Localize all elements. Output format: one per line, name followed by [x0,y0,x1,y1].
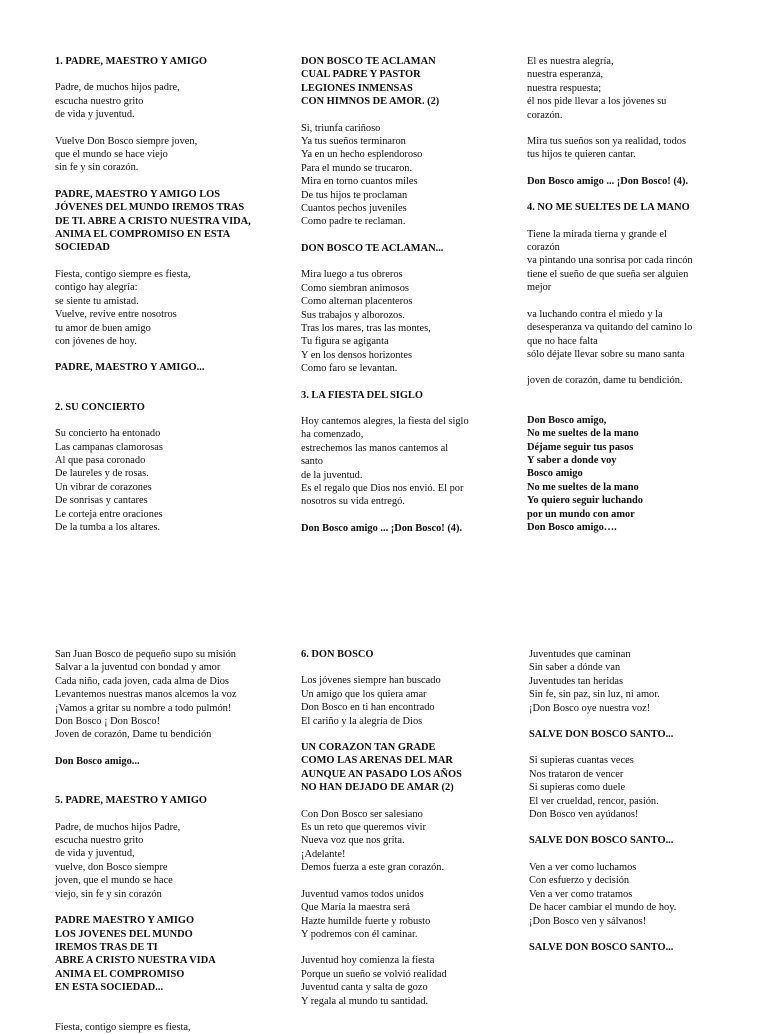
song-1-chorus-repeat: PADRE, MAESTRO Y AMIGO... [55,362,205,374]
song-4-verse-4: San Juan Bosco de pequeño supo su misión Salvar a la juventud con bondad y amor Cada niño, cada joven, cada alma de Dios Levantemos nuestras manos alcemos la voz ¡Vamos a gritar su nombre a todo pulmón! Don Bosco ¡ Don Bosco! Joven de corazón, Dame tu bendición [55,649,237,741]
song-4-verse-2: va luchando contra el miedo y la desesperanza va quitando del camino lo que no hace falta sólo déjate llevar sobre su mano santa [527,308,693,360]
page2-column-3 [529,648,757,954]
song-3-title: 3. LA FIESTA DEL SIGLO [301,389,423,401]
song-4-verse-3: joven de corazón, dame tu bendición. [527,375,683,387]
song-1-verse-1: Padre, de muchos hijos padre, escucha nuestro grito de vida y juventud. [55,82,180,121]
song-5-verse-2: Fiesta, contigo siempre es fiesta, [55,1021,191,1033]
page2-column-2 [301,648,529,1008]
song-6-verse-3: Juventud vamos todos unidos Que María la maestra será Hazte humilde fuerte y robusto Y podremos con él caminar. [301,888,431,940]
song-7-verse-1: Juventudes que caminan Sin saber a dónde van Juventudes tan heridas Sin fe, sin paz, sin luz, ni amor. ¡Don Bosco oye nuestra voz! [529,649,660,714]
song-3-verse-3: Mira tus sueños son ya realidad, todos tus hijos te quieren cantar. [527,136,687,161]
song-7-verse-2: Si supieras cuantas veces Nos trataron de vencer Si supieras como duele El ver crueldad, rencor, pasión. Don Bosco ven ayúdanos! [529,755,659,821]
song-1-verse-2: Vuelve Don Bosco siempre joven, que el mundo se hace viejo sin fe y sin corazón. [55,135,198,174]
page1-column-2 [301,55,529,535]
song-7-refrain-2: SALVE DON BOSCO SANTO... [529,835,674,847]
page1-column-3 [527,55,755,534]
song-2-chorus-repeat: DON BOSCO TE ACLAMAN... [301,242,444,254]
song-5-chorus: PADRE MAESTRO Y AMIGO LOS JOVENES DEL MUNDO IREMOS TRAS DE TI ABRE A CRISTO NUESTRA VIDA ANIMA EL COMPROMISO EN ESTA SOCIEDAD... [55,915,216,994]
song-1-title: 1. PADRE, MAESTRO Y AMIGO [55,56,208,67]
song-2-verse-3: Mira luego a tus obreros Como siembran animosos Como alternan placenteros Sus trabajos y alborozos. Tras los mares, tras las montes, Tu figura se agiganta Y en los densos horizontes Como faro se levantan. [301,269,431,375]
song-6-chorus: UN CORAZON TAN GRADE COMO LAS ARENAS DEL MAR AUNQUE AN PASADO LOS AÑOS NO HAN DEJADO DE AMAR (2) [301,742,462,794]
page2-column-1 [55,648,283,1034]
song-4-title: 4. NO ME SUELTES DE LA MANO [527,202,690,214]
song-7-refrain-3: SALVE DON BOSCO SANTO... [529,941,674,953]
song-6-verse-1: Los jóvenes siempre han buscado Un amigo que los quiera amar Don Bosco en ti han encontrado El cariño y la alegría de Dios [301,675,441,727]
page1-column-1 [55,55,283,534]
song-6-title: 6. DON BOSCO [301,649,374,660]
song-2-verse-1: Su concierto ha entonado Las campanas clamorosas Al que pasa coronado De laureles y de rosas. Un vibrar de corazones De sonrisas y cantares Le corteja entre oraciones De la tumba a los altares. [55,428,163,533]
song-4-verse-1: Tiene la mirada tierna y grande el corazón va pintando una sonrisa por cada rincón tiene el sueño de que sueña ser alguien mejor [527,228,693,294]
song-1-verse-3: Fiesta, contigo siempre es fiesta, contigo hay alegría: se siente tu amistad. Vuelve, revive entre nosotros tu amor de buen amigo con jóvenes de hoy. [55,268,191,347]
song-7-refrain-1: SALVE DON BOSCO SANTO... [529,729,674,741]
song-2-verse-2: Si, triunfa cariñoso Ya tus sueños terminaron Ya en un hecho esplendoroso Para el mundo se trucaron. Mira en torno cuantos miles De tus hijos te proclaman Cuantos pechos juveniles Como padre te reclaman. [301,122,423,228]
song-3-verse-1: Hoy cantemos alegres, la fiesta del siglo ha comenzado, estrechemos las manos cantemos al santo de la juventud. Es el regalo que Dios nos envió. El por nosotros su vida entregó. [301,415,469,508]
song-4-chorus: Don Bosco amigo, No me sueltes de la mano Déjame seguir tus pasos Y saber a donde voy Bosco amigo No me sueltes de la mano Yo quiero seguir luchando por un mundo con amor Don Bosco amigo…. [527,414,643,533]
song-3-verse-2: El es nuestra alegría, nuestra esperanza, nuestra respuesta; él nos pide llevar a los jóvenes su corazón. [527,56,667,121]
song-2-chorus: DON BOSCO TE ACLAMAN CUAL PADRE Y PASTOR LEGIONES INMENSAS CON HIMNOS DE AMOR. (2) [301,56,440,108]
song-6-verse-4: Juventud hoy comienza la fiesta Porque un sueño se volvió realidad Juventud canta y salta de gozo Y regala al mundo tu santidad. [301,955,447,1007]
song-3-refrain: Don Bosco amigo ... ¡Don Bosco! (4). [301,522,463,534]
song-5-verse-1: Padre, de muchos hijos Padre, escucha nuestro grito de vida y juventud, vuelve, don Bosco siempre joven, que el mundo se hace viejo, sin fe y sin corazón [55,821,181,900]
song-7-verse-3: Ven a ver como luchamos Con esfuerzo y decisión Ven a ver como tratamos De hacer cambiar el mundo de hoy. ¡Don Bosco ven y sálvanos! [529,861,677,927]
song-2-title: 2. SU CONCIERTO [55,401,145,413]
song-4-chorus-repeat: Don Bosco amigo... [55,755,140,767]
song-1-chorus: PADRE, MAESTRO Y AMIGO LOS JÓVENES DEL MUNDO IREMOS TRAS DE TI. ABRE A CRISTO NUESTRA VIDA, ANIMA EL COMPROMISO EN ESTA SOCIEDAD [55,188,251,254]
song-6-verse-2: Con Don Bosco ser salesiano Es un reto que queremos vivir Nueva voz que nos grita. ¡Adelante! Demos fuerza a este gran corazón. [301,808,445,874]
song-5-title: 5. PADRE, MAESTRO Y AMIGO [55,795,208,807]
song-3-refrain-repeat: Don Bosco amigo ... ¡Don Bosco! (4). [527,175,689,187]
